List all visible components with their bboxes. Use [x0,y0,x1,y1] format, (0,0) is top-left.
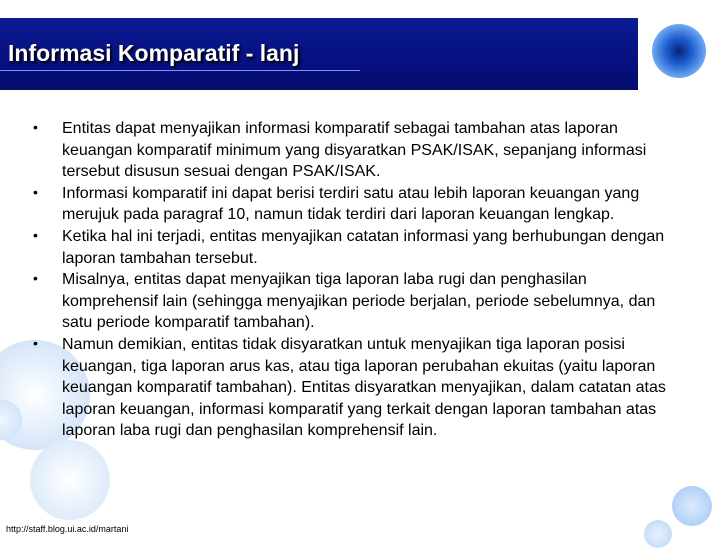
decorative-circle [672,486,712,526]
bullet-text: Ketika hal ini terjadi, entitas menyajikan catatan informasi yang berhubungan dengan laporan tambahan tersebut. [62,227,665,267]
bullet-item [0,226,690,269]
bullet-icon: • [33,183,38,200]
bullet-icon: • [33,270,38,287]
bullet-item [0,183,690,226]
decorative-circle [30,440,110,520]
orb-icon [652,24,706,78]
slide-title: Informasi Komparatif - lanj [8,40,300,66]
bullet-icon: • [33,226,38,243]
bullet-item [0,269,690,334]
decorative-circle [644,520,672,548]
bullet-item [0,118,690,183]
bullet-list [0,118,690,442]
bullet-text: Entitas dapat menyajikan informasi komparatif sebagai tambahan atas laporan keuangan komparatif minimum yang disyaratkan PSAK/ISAK, sepanjang informasi tersebut disusun sesuai dengan PSAK/ISAK. [62,120,647,181]
bullet-text: Namun demikian, entitas tidak disyaratkan untuk menyajikan tiga laporan posisi keuangan, tiga laporan arus kas, atau tiga laporan perubahan ekuitas (yaitu laporan keuangan komparatif tambahan). Entitas disyaratkan menyajikan, dalam catatan atas laporan keuangan, informasi komparatif yang terkait dengan laporan tambahan atas laporan laba rugi dan penghasilan komprehensif lain. [62,335,666,440]
bullet-icon: • [33,119,38,135]
bullet-item [0,334,690,442]
footer-link[interactable]: http://staff.blog.ui.ac.id/martani [6,524,129,534]
title-underline [0,70,360,71]
bullet-icon: • [33,334,38,351]
bullet-text: Misalnya, entitas dapat menyajikan tiga laporan laba rugi dan penghasilan komprehensif lain (sehingga menyajikan periode berjalan, periode sebelumnya, dan satu periode komparatif tambahan). [62,271,656,332]
bullet-text: Informasi komparatif ini dapat berisi terdiri satu atau lebih laporan keuangan yang merujuk pada paragraf 10, namun tidak terdiri dari laporan keuangan lengkap. [62,184,640,224]
